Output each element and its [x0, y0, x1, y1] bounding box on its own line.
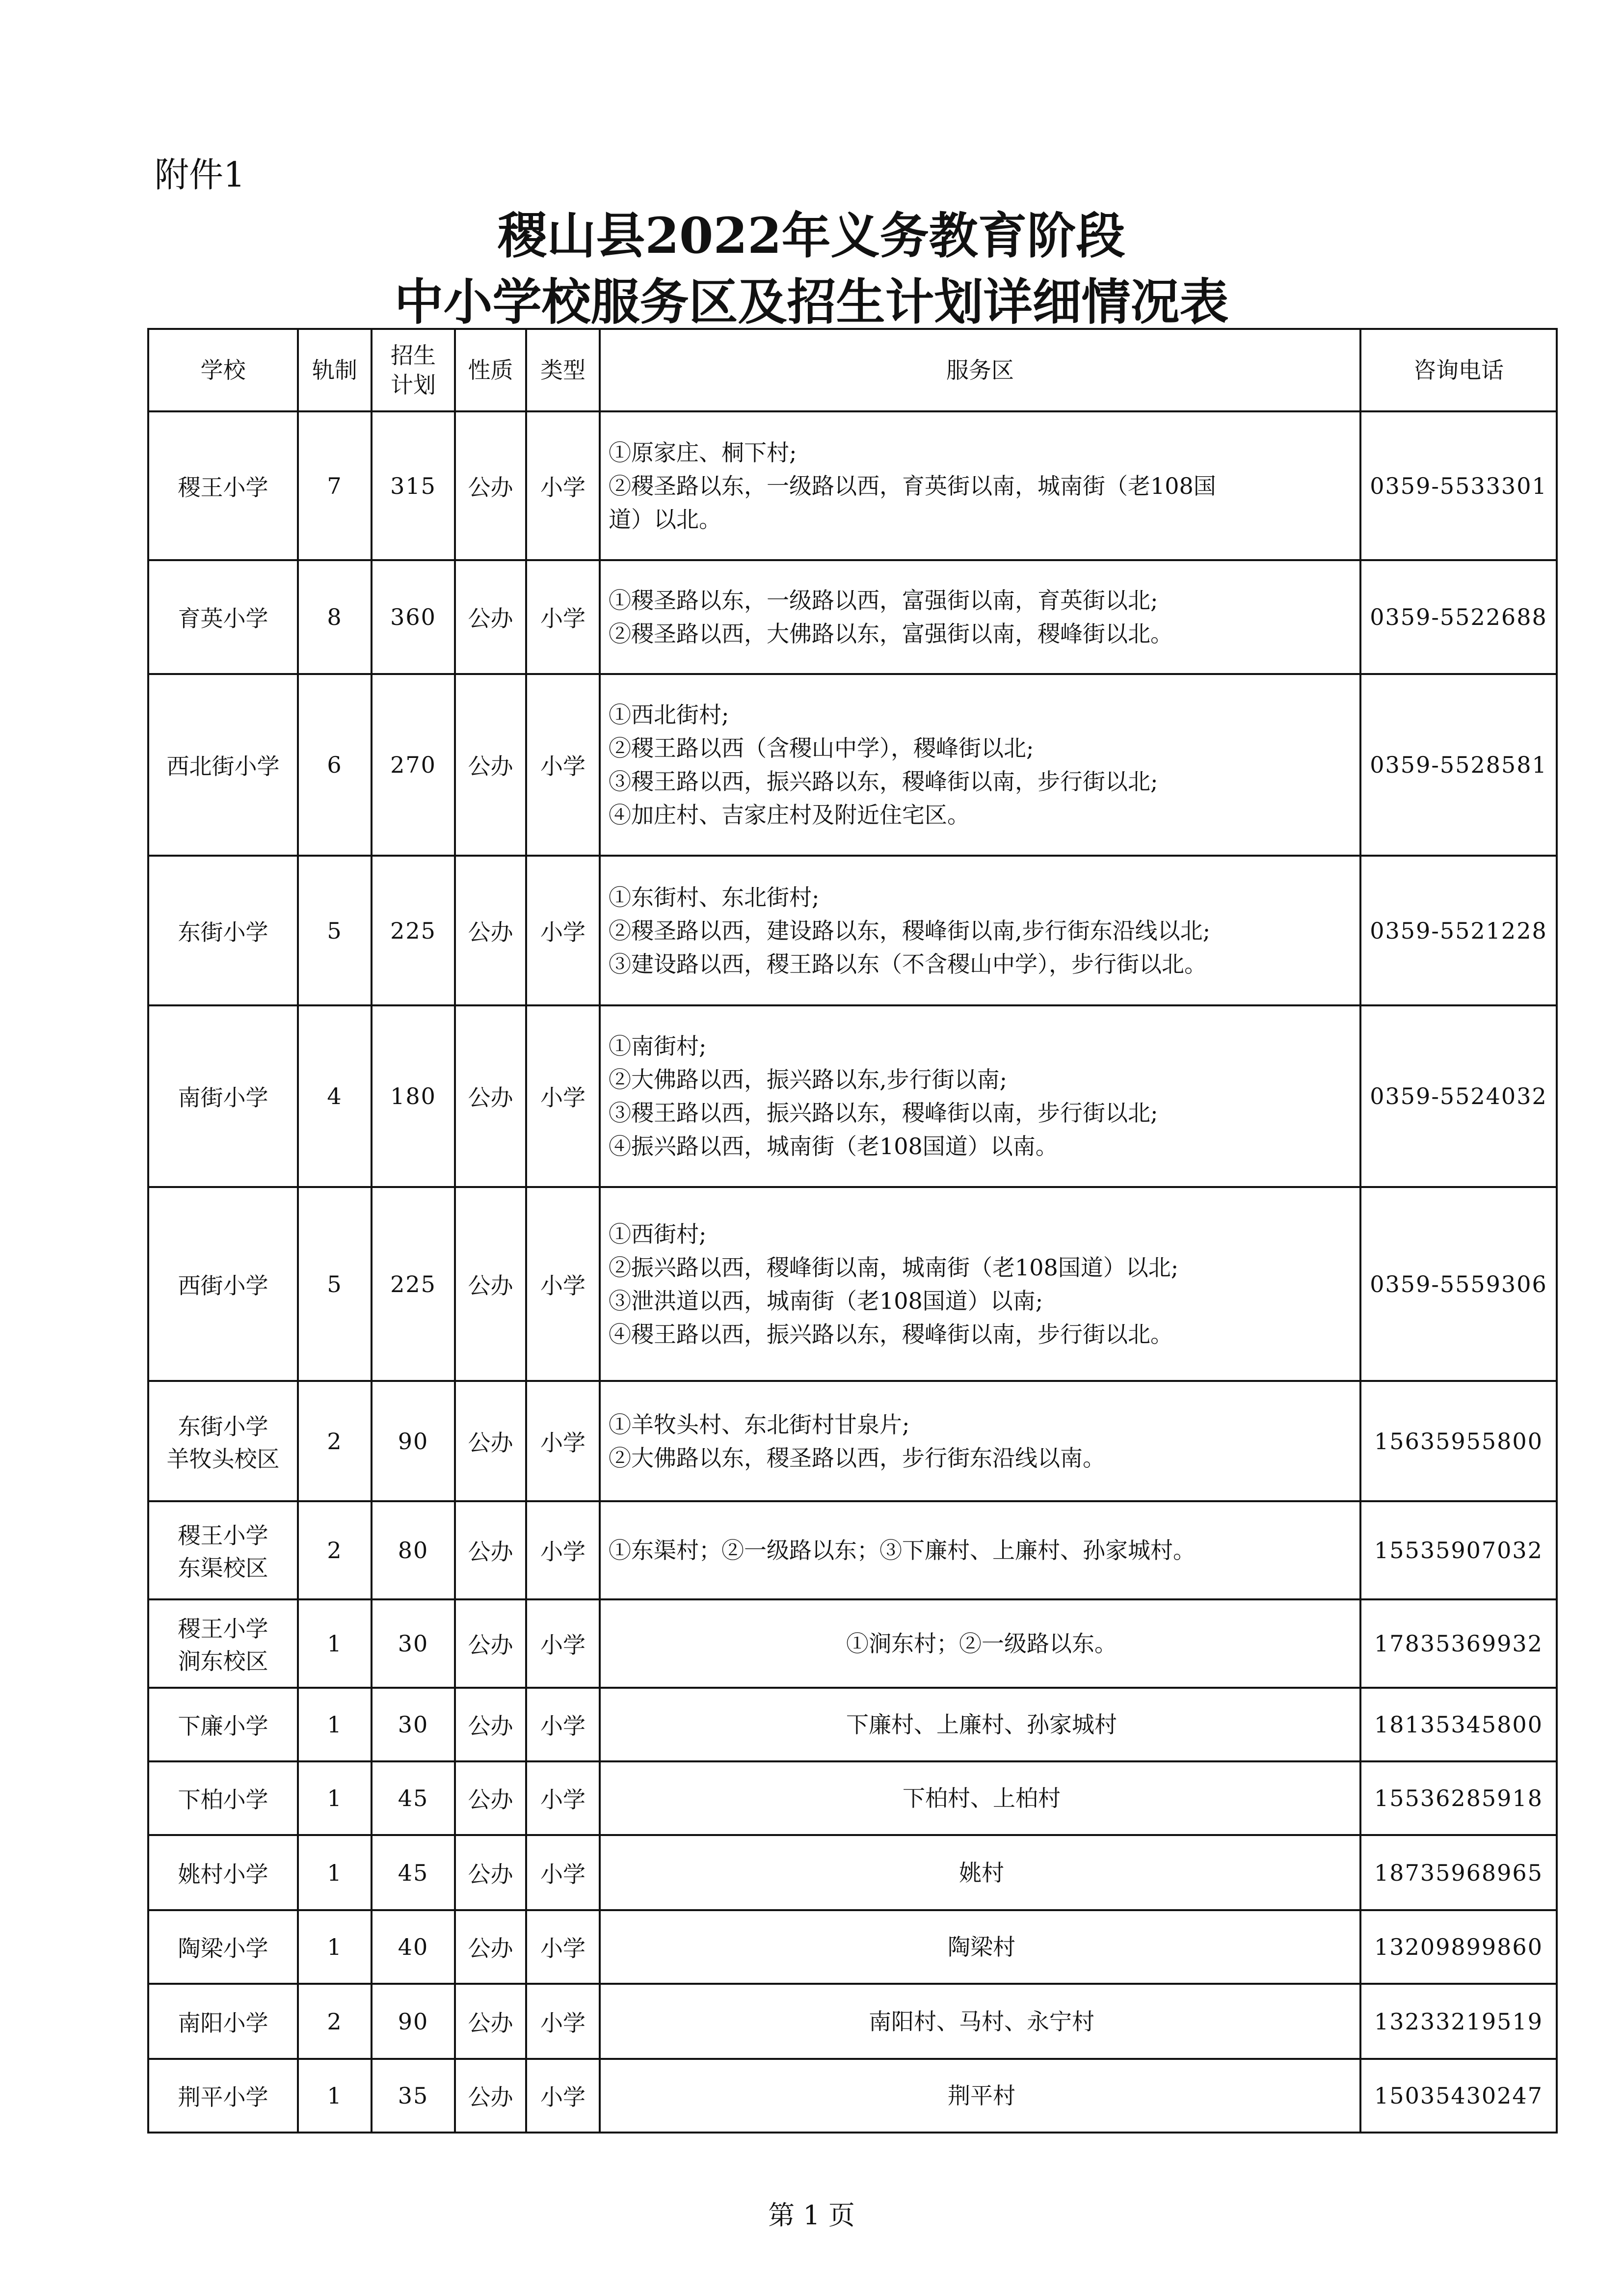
service-area-cell [600, 1835, 1360, 1910]
service-area-cell [600, 1688, 1360, 1761]
service-area-line: ④振兴路以西，城南街（老108国道）以南。 [609, 1133, 1058, 1160]
table-row [148, 411, 1557, 560]
type-cell: 小学 [526, 1984, 600, 2059]
plan-cell: 90 [372, 1381, 455, 1501]
school-name-cell [148, 2059, 298, 2133]
service-area-line: 下柏村、上柏村 [903, 1785, 1061, 1811]
school-name-line: 涧东校区 [178, 1648, 268, 1675]
nature-cell: 公办 [455, 2059, 526, 2133]
service-area-cell [600, 1761, 1360, 1835]
school-name-cell [148, 1599, 298, 1688]
table-row [148, 1910, 1557, 1984]
table-row [148, 1501, 1557, 1599]
school-name-cell [148, 674, 298, 856]
table-row [148, 560, 1557, 674]
service-area-line: 陶梁村 [948, 1934, 1015, 1960]
type-cell: 小学 [526, 1599, 600, 1688]
type-cell: 小学 [526, 1501, 600, 1599]
nature-cell: 公办 [455, 1910, 526, 1984]
tracks-cell: 8 [298, 560, 372, 674]
phone-cell: 0359-5528581 [1360, 674, 1557, 856]
school-name-cell [148, 1910, 298, 1984]
table-row [148, 1761, 1557, 1835]
table-row [148, 1835, 1557, 1910]
school-name-cell [148, 856, 298, 1005]
phone-cell: 0359-5522688 [1360, 560, 1557, 674]
service-area-cell [600, 1984, 1360, 2059]
phone-cell: 18135345800 [1360, 1688, 1557, 1761]
plan-cell: 180 [372, 1005, 455, 1187]
phone-cell: 0359-5533301 [1360, 411, 1557, 560]
tracks-cell: 4 [298, 1005, 372, 1187]
type-cell: 小学 [526, 411, 600, 560]
plan-cell: 315 [372, 411, 455, 560]
table-row [148, 2059, 1557, 2133]
service-area-cell [600, 1187, 1360, 1381]
service-area-cell [600, 560, 1360, 674]
school-name-line: 陶梁小学 [178, 1935, 268, 1962]
page-subtitle: 中小学校服务区及招生计划详细情况表 [394, 273, 1229, 331]
service-area-cell [600, 1005, 1360, 1187]
service-area-cell [600, 411, 1360, 560]
school-name-line: 稷王小学 [178, 474, 268, 501]
school-name-cell [148, 1187, 298, 1381]
plan-cell: 30 [372, 1688, 455, 1761]
tracks-cell: 1 [298, 1599, 372, 1688]
plan-cell: 80 [372, 1501, 455, 1599]
tracks-cell: 6 [298, 674, 372, 856]
plan-cell: 270 [372, 674, 455, 856]
school-name-line: 东街小学 [178, 1413, 268, 1440]
service-area-line: ②大佛路以东，稷圣路以西，步行街东沿线以南。 [609, 1444, 1105, 1471]
nature-cell: 公办 [455, 1599, 526, 1688]
table-row [148, 1005, 1557, 1187]
type-cell: 小学 [526, 1381, 600, 1501]
col-header-plan-line2: 计划 [391, 372, 436, 398]
type-cell: 小学 [526, 1910, 600, 1984]
service-area-cell [600, 2059, 1360, 2133]
school-name-line: 荆平小学 [178, 2084, 268, 2110]
service-area-line: ③建设路以西，稷王路以东（不含稷山中学），步行街以北。 [609, 950, 1207, 977]
service-area-line: 南阳村、马村、永宁村 [869, 2008, 1094, 2035]
service-area-line: ①西北街村; [609, 702, 729, 728]
attachment-label: 附件1 [155, 155, 245, 195]
nature-cell: 公办 [455, 1688, 526, 1761]
school-name-cell [148, 411, 298, 560]
header-row [148, 329, 1557, 411]
type-cell: 小学 [526, 1835, 600, 1910]
type-cell: 小学 [526, 2059, 600, 2133]
service-area-line: ①南街村; [609, 1033, 707, 1059]
tracks-cell: 2 [298, 1381, 372, 1501]
tracks-cell: 1 [298, 1688, 372, 1761]
col-header-area: 服务区 [600, 329, 1360, 411]
school-name-cell [148, 1761, 298, 1835]
type-cell: 小学 [526, 1187, 600, 1381]
school-name-line: 南阳小学 [178, 2009, 268, 2036]
service-area-cell [600, 1599, 1360, 1688]
school-name-line: 稷王小学 [178, 1522, 268, 1549]
school-name-line: 下廉小学 [178, 1713, 268, 1739]
tracks-cell: 1 [298, 1761, 372, 1835]
school-name-cell [148, 1005, 298, 1187]
phone-cell: 15035430247 [1360, 2059, 1557, 2133]
type-cell: 小学 [526, 674, 600, 856]
nature-cell: 公办 [455, 1187, 526, 1381]
nature-cell: 公办 [455, 1381, 526, 1501]
service-area-line: ④稷王路以西，振兴路以东，稷峰街以南，步行街以北。 [609, 1321, 1173, 1348]
table-row [148, 1187, 1557, 1381]
school-name-line: 西北街小学 [166, 753, 280, 780]
plan-cell: 40 [372, 1910, 455, 1984]
service-area-cell [600, 674, 1360, 856]
nature-cell: 公办 [455, 411, 526, 560]
plan-cell: 90 [372, 1984, 455, 2059]
service-area-line: ①羊牧头村、东北街村甘泉片; [609, 1411, 910, 1438]
school-name-cell [148, 1501, 298, 1599]
school-name-cell [148, 1688, 298, 1761]
school-name-line: 稷王小学 [178, 1616, 268, 1642]
phone-cell: 17835369932 [1360, 1599, 1557, 1688]
enrollment-table [147, 328, 1558, 2134]
page-title: 稷山县2022年义务教育阶段 [498, 207, 1125, 265]
col-header-tracks: 轨制 [298, 329, 372, 411]
table-body [148, 411, 1557, 2133]
plan-cell: 360 [372, 560, 455, 674]
school-name-line: 姚村小学 [178, 1861, 268, 1888]
nature-cell: 公办 [455, 1501, 526, 1599]
nature-cell: 公办 [455, 1835, 526, 1910]
service-area-cell [600, 1910, 1360, 1984]
nature-cell: 公办 [455, 1984, 526, 2059]
col-header-school: 学校 [148, 329, 298, 411]
col-header-nature: 性质 [455, 329, 526, 411]
service-area-cell [600, 1381, 1360, 1501]
service-area-line: ②振兴路以西，稷峰街以南，城南街（老108国道）以北; [609, 1254, 1179, 1281]
phone-cell: 0359-5521228 [1360, 856, 1557, 1005]
plan-cell: 35 [372, 2059, 455, 2133]
table-row [148, 1381, 1557, 1501]
table-row [148, 1688, 1557, 1761]
service-area-line: ①涧东村；②一级路以东。 [846, 1630, 1117, 1657]
phone-cell: 13233219519 [1360, 1984, 1557, 2059]
service-area-line: ②稷圣路以西，建设路以东，稷峰街以南,步行街东沿线以北; [609, 917, 1211, 944]
school-name-line: 南街小学 [178, 1084, 268, 1111]
school-name-line: 西街小学 [178, 1272, 268, 1299]
service-area-line: 下廉村、上廉村、孙家城村 [846, 1711, 1117, 1738]
plan-cell: 225 [372, 1187, 455, 1381]
school-name-cell [148, 1381, 298, 1501]
tracks-cell: 1 [298, 1835, 372, 1910]
service-area-line: 姚村 [959, 1859, 1004, 1886]
tracks-cell: 5 [298, 856, 372, 1005]
service-area-line: 荆平村 [948, 2082, 1015, 2109]
tracks-cell: 2 [298, 1501, 372, 1599]
school-name-line: 育英小学 [178, 605, 268, 632]
service-area-line: ①西街村; [609, 1220, 707, 1247]
phone-cell: 15535907032 [1360, 1501, 1557, 1599]
service-area-line: ③泄洪道以西，城南街（老108国道）以南; [609, 1287, 1043, 1314]
service-area-line: ②稷圣路以西，大佛路以东，富强街以南，稷峰街以北。 [609, 621, 1173, 647]
school-name-line: 东街小学 [178, 918, 268, 945]
service-area-line: ④加庄村、吉家庄村及附近住宅区。 [609, 802, 970, 828]
plan-cell: 45 [372, 1761, 455, 1835]
plan-cell: 45 [372, 1835, 455, 1910]
col-header-plan-line1: 招生 [391, 342, 436, 369]
col-header-type: 类型 [526, 329, 600, 411]
table-row [148, 856, 1557, 1005]
col-header-phone: 咨询电话 [1360, 329, 1557, 411]
phone-cell: 13209899860 [1360, 1910, 1557, 1984]
phone-cell: 15635955800 [1360, 1381, 1557, 1501]
table-row [148, 1984, 1557, 2059]
nature-cell: 公办 [455, 1005, 526, 1187]
service-area-line: ②稷圣路以东，一级路以西，育英街以南，城南街（老108国 [609, 472, 1216, 499]
service-area-line: ①原家庄、桐下村; [609, 439, 797, 466]
nature-cell: 公办 [455, 560, 526, 674]
school-name-line: 下柏小学 [178, 1786, 268, 1813]
table-row [148, 674, 1557, 856]
school-name-line: 东渠校区 [178, 1555, 268, 1581]
tracks-cell: 1 [298, 1910, 372, 1984]
school-name-cell [148, 560, 298, 674]
service-area-line: ①东街村、东北街村; [609, 884, 820, 911]
nature-cell: 公办 [455, 1761, 526, 1835]
service-area-line: ①稷圣路以东，一级路以西，富强街以南，育英街以北; [609, 587, 1158, 614]
phone-cell: 0359-5524032 [1360, 1005, 1557, 1187]
service-area-line: ③稷王路以西，振兴路以东，稷峰街以南，步行街以北; [609, 768, 1158, 795]
table-row [148, 1599, 1557, 1688]
page-number: 第 1 页 [768, 2200, 855, 2231]
service-area-line: ③稷王路以西，振兴路以东，稷峰街以南，步行街以北; [609, 1100, 1158, 1126]
tracks-cell: 2 [298, 1984, 372, 2059]
type-cell: 小学 [526, 1688, 600, 1761]
tracks-cell: 7 [298, 411, 372, 560]
service-area-cell [600, 1501, 1360, 1599]
service-area-line: 道）以北。 [609, 506, 721, 533]
tracks-cell: 1 [298, 2059, 372, 2133]
type-cell: 小学 [526, 1761, 600, 1835]
school-name-cell [148, 1984, 298, 2059]
plan-cell: 30 [372, 1599, 455, 1688]
phone-cell: 0359-5559306 [1360, 1187, 1557, 1381]
school-name-cell [148, 1835, 298, 1910]
service-area-line: ②大佛路以西，振兴路以东,步行街以南; [609, 1066, 1008, 1093]
nature-cell: 公办 [455, 674, 526, 856]
tracks-cell: 5 [298, 1187, 372, 1381]
type-cell: 小学 [526, 856, 600, 1005]
phone-cell: 18735968965 [1360, 1835, 1557, 1910]
service-area-line: ②稷王路以西（含稷山中学），稷峰街以北; [609, 735, 1034, 761]
type-cell: 小学 [526, 1005, 600, 1187]
phone-cell: 15536285918 [1360, 1761, 1557, 1835]
type-cell: 小学 [526, 560, 600, 674]
nature-cell: 公办 [455, 856, 526, 1005]
service-area-cell [600, 856, 1360, 1005]
col-header-plan [372, 329, 455, 411]
service-area-line: ①东渠村；②一级路以东；③下廉村、上廉村、孙家城村。 [609, 1537, 1196, 1564]
plan-cell: 225 [372, 856, 455, 1005]
school-name-line: 羊牧头校区 [166, 1445, 280, 1472]
